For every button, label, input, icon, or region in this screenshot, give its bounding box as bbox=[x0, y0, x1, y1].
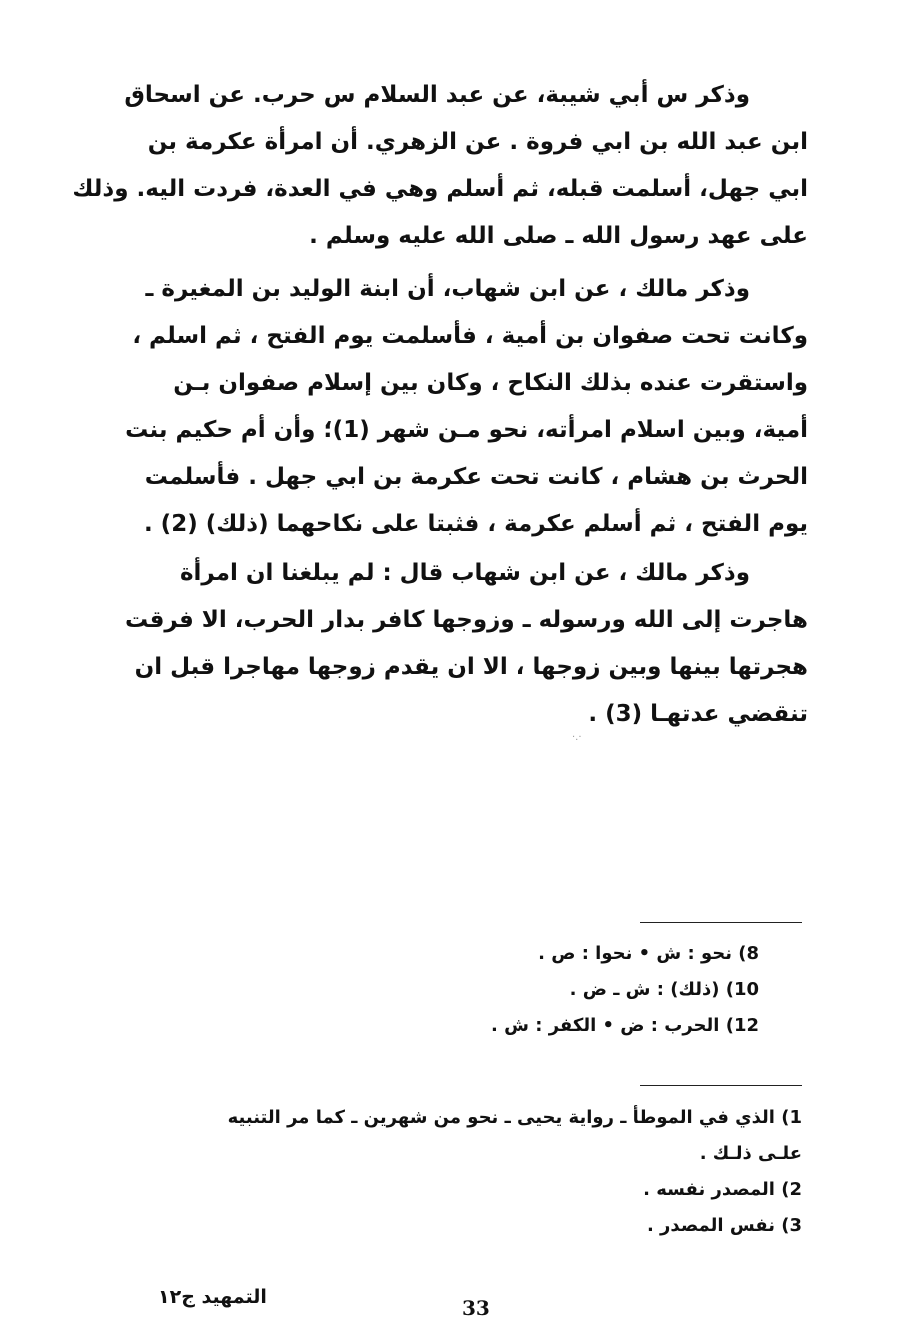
scan-speck: ·.· bbox=[572, 732, 582, 743]
paragraph-1 bbox=[72, 72, 808, 260]
paragraph-line: ابن عبد الله بن ابي فروة . عن الزهري. أن امرأة عكرمة بن bbox=[147, 129, 808, 155]
volume-signature: التمهيد ج١٢ bbox=[158, 1286, 267, 1308]
footnotes-divider bbox=[640, 1085, 802, 1086]
variant-note: 12) الحرب : ض • الكفر : ش . bbox=[491, 1015, 759, 1036]
variant-notes-divider bbox=[640, 922, 802, 923]
paragraph-line: هجرتها بينها وبين زوجها ، الا ان يقدم زوجها مهاجرا قبل ان bbox=[134, 654, 808, 680]
footnote: 3) نفس المصدر . bbox=[646, 1215, 802, 1236]
footnote: 1) الذي في الموطأ ـ رواية يحيى ـ نحو من شهرين ـ كما مر التنبيه bbox=[227, 1107, 802, 1128]
paragraph-line: على عهد رسول الله ـ صلى الله عليه وسلم . bbox=[309, 223, 808, 249]
paragraph-line: وذكر س أبي شيبة، عن عبد السلام س حرب. عن اسحاق bbox=[124, 82, 750, 108]
paragraph-line: وذكر مالك ، عن ابن شهاب، أن ابنة الوليد بن المغيرة ـ bbox=[145, 276, 750, 302]
paragraph-line: يوم الفتح ، ثم أسلم عكرمة ، فثبتا على نكاحهما (ذلك) (2) . bbox=[143, 511, 808, 537]
footnotes bbox=[160, 1100, 802, 1244]
variant-notes bbox=[359, 936, 759, 1044]
paragraph-line: هاجرت إلى الله ورسوله ـ وزوجها كافر بدار الحرب، الا فرقت bbox=[124, 607, 808, 633]
paragraph-2 bbox=[125, 266, 808, 548]
page-number: 33 bbox=[462, 1296, 490, 1320]
paragraph-line: الحرث بن هشام ، كانت تحت عكرمة بن ابي جهل . فأسلمت bbox=[144, 464, 808, 490]
footnote: 2) المصدر نفسه . bbox=[643, 1179, 802, 1200]
paragraph-line: واستقرت عنده بذلك النكاح ، وكان بين إسلام صفوان بـن bbox=[173, 370, 808, 396]
variant-note: 8) نحو : ش • نحوا : ص . bbox=[538, 943, 759, 964]
paragraph-line: أمية، وبين اسلام امرأته، نحو مـن شهر (1)؛ وأن أم حكيم بنت bbox=[125, 417, 808, 443]
paragraph-line: تنقضي عدتهـا (3) . bbox=[588, 701, 808, 727]
variant-note: 10) (ذلك) : ش ـ ض . bbox=[569, 979, 759, 1000]
paragraph-3 bbox=[124, 550, 808, 738]
paragraph-line: وكانت تحت صفوان بن أمية ، فأسلمت يوم الفتح ، ثم اسلم ، bbox=[132, 323, 808, 349]
paragraph-line: ابي جهل، أسلمت قبله، ثم أسلم وهي في العدة، فردت اليه. وذلك bbox=[72, 176, 808, 202]
footnote-continuation: علـى ذلـك . bbox=[699, 1143, 802, 1164]
paragraph-line: وذكر مالك ، عن ابن شهاب قال : لم يبلغنا ان امرأة bbox=[179, 560, 750, 586]
